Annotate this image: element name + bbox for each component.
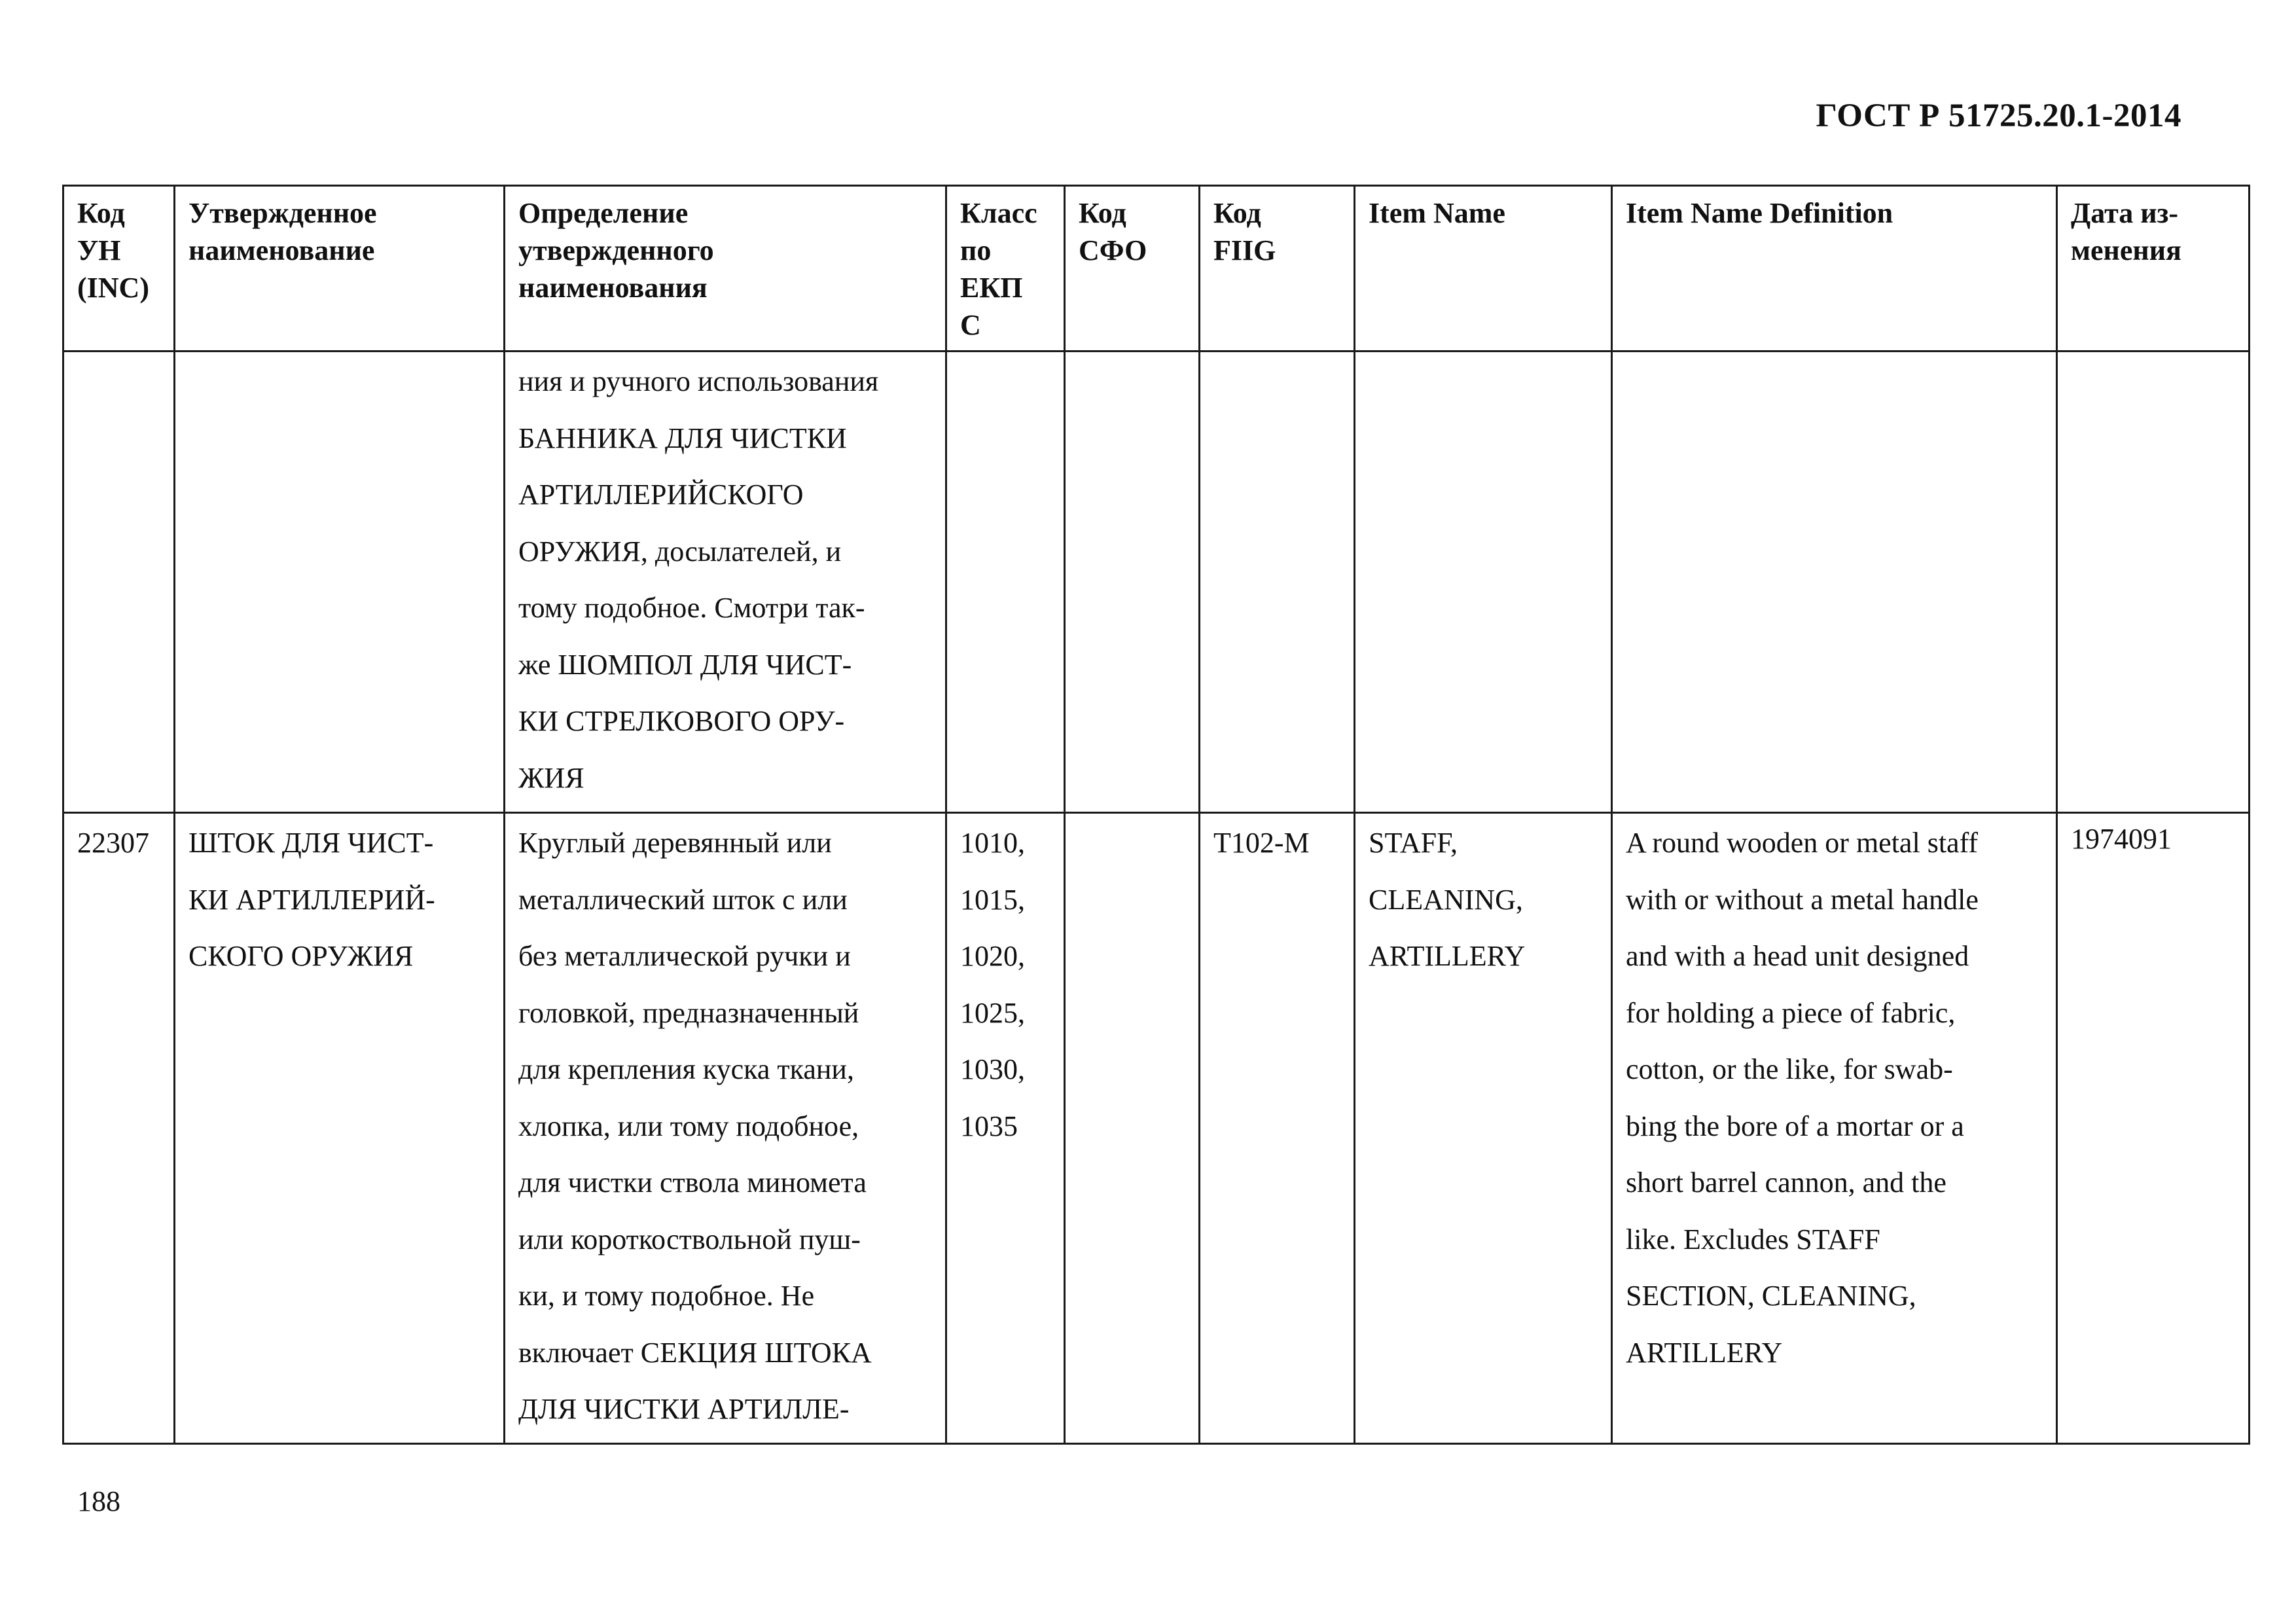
header-definition [505, 186, 946, 352]
nomenclature-table [62, 185, 2250, 1445]
cell-item-name-definition [1612, 813, 2057, 1444]
cell-definition [505, 813, 946, 1444]
cell-item-name [1355, 352, 1612, 813]
header-inc-code [63, 186, 175, 352]
cell-text: T102-M [1213, 827, 1310, 859]
cell-sfo-code [1065, 352, 1200, 813]
header-label: Item Name Definition [1626, 197, 1893, 229]
cell-approved-name [175, 352, 505, 813]
page-number: 188 [77, 1485, 120, 1517]
cell-item-name-definition [1612, 352, 2057, 813]
header-label: Код СФО [1079, 197, 1147, 266]
cell-inc [63, 352, 175, 813]
header-label: Item Name [1369, 197, 1505, 229]
header-item-name [1355, 186, 1612, 352]
document-standard-id: ГОСТ Р 51725.20.1-2014 [1816, 98, 2181, 134]
cell-text: STAFF, CLEANING, ARTILLERY [1369, 827, 1526, 972]
table-header-row [63, 186, 2250, 352]
cell-sfo-code [1065, 813, 1200, 1444]
header-class [946, 186, 1065, 352]
cell-text: 22307 [77, 827, 149, 859]
header-label: Класс по ЕКП С [960, 197, 1037, 341]
cell-item-name [1355, 813, 1612, 1444]
cell-text: Круглый деревянный или металлический шток с или без металлической ручки и головкой, предназначенный для крепления куска ткани, хлопка, или тому подобное, для чистки ствола миномета или короткоствольной пуш- ки, и тому подобное. Не включает СЕКЦИЯ ШТОКА ДЛЯ ЧИСТКИ АРТИЛЛЕ- [518, 827, 872, 1425]
header-change-date [2057, 186, 2250, 352]
header-approved-name [175, 186, 505, 352]
cell-change-date [2057, 813, 2250, 1444]
table-row [63, 352, 2250, 813]
cell-fiig-code [1200, 813, 1355, 1444]
cell-definition [505, 352, 946, 813]
header-label: Определение утвержденного наименования [518, 197, 714, 304]
cell-text: 1010, 1015, 1020, 1025, 1030, 1035 [960, 827, 1025, 1142]
header-item-name-definition [1612, 186, 2057, 352]
cell-text: ния и ручного использования БАННИКА ДЛЯ ЧИСТКИ АРТИЛЛЕРИЙСКОГО ОРУЖИЯ, досылателей, и тому подобное. Смотри так- же ШОМПОЛ ДЛЯ ЧИСТ- КИ СТРЕЛКОВОГО ОРУ- ЖИЯ [518, 365, 879, 794]
header-label: Код FIIG [1213, 197, 1276, 266]
cell-fiig-code [1200, 352, 1355, 813]
header-fiig-code [1200, 186, 1355, 352]
cell-text: A round wooden or metal staff with or without a metal handle and with a head unit designed for holding a piece of fabric, cotton, or the like, for swab- bing the bore of a mortar or a short barrel cannon, and the like. Excludes STAFF SECTION, CLEANING, ARTILLERY [1626, 827, 1979, 1369]
header-label: Код УН (INC) [77, 197, 149, 304]
header-sfo-code [1065, 186, 1200, 352]
cell-class [946, 352, 1065, 813]
cell-text: ШТОК ДЛЯ ЧИСТ- КИ АРТИЛЛЕРИЙ- СКОГО ОРУЖИЯ [188, 827, 435, 972]
cell-class [946, 813, 1065, 1444]
header-label: Дата из- менения [2071, 197, 2181, 266]
table-row [63, 813, 2250, 1444]
cell-approved-name [175, 813, 505, 1444]
cell-inc [63, 813, 175, 1444]
cell-change-date [2057, 352, 2250, 813]
cell-text: 1974091 [2071, 823, 2172, 855]
header-label: Утвержденное наименование [188, 197, 377, 266]
